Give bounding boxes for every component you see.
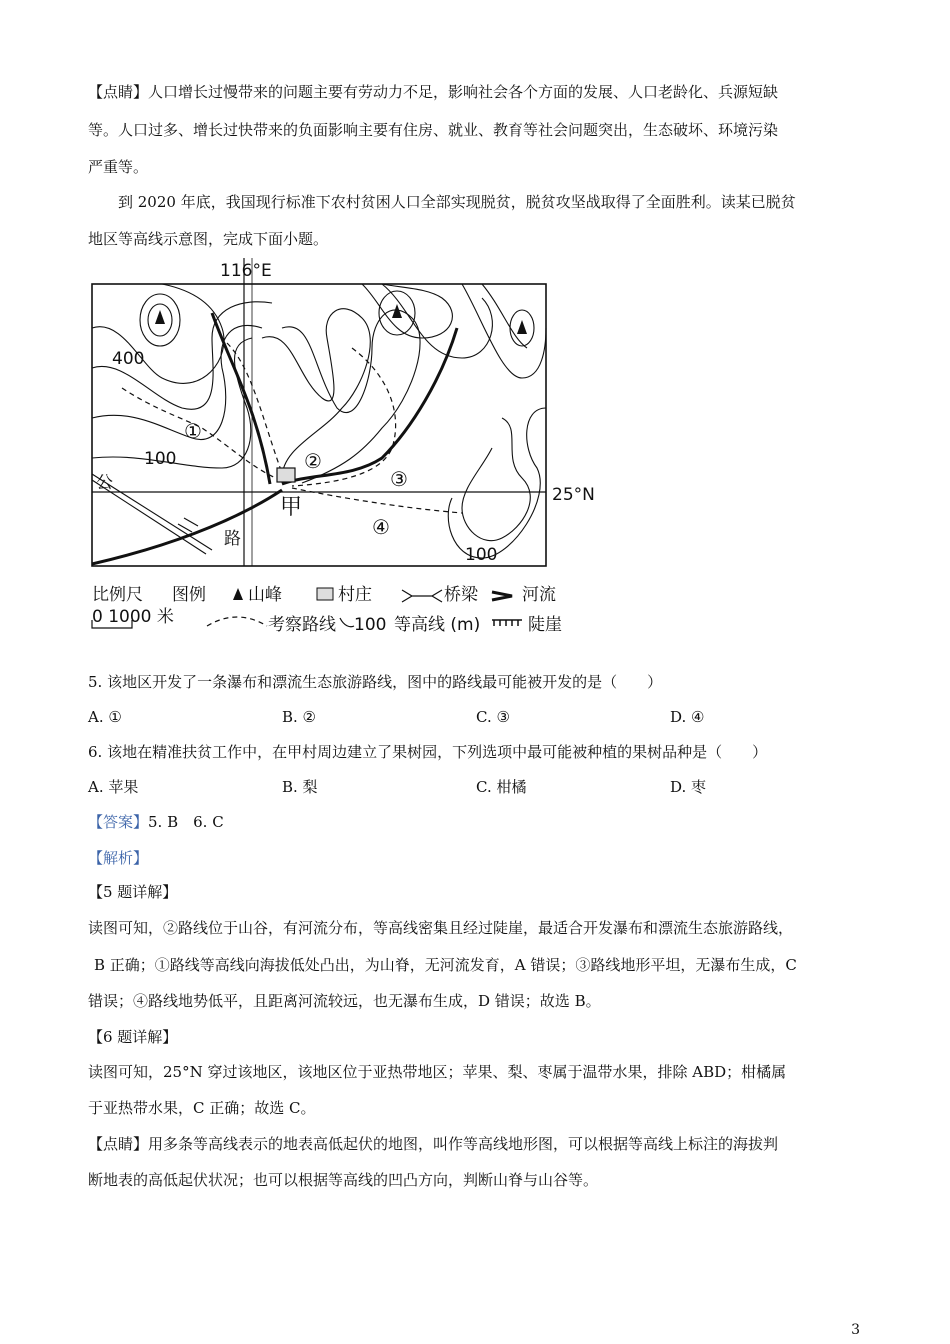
road-label-2: 路 bbox=[224, 529, 241, 549]
q5-option-b[interactable]: B. ② bbox=[282, 708, 317, 726]
river-main bbox=[92, 490, 282, 564]
route-line bbox=[227, 343, 282, 473]
contour-label-100-left: 100 bbox=[144, 449, 177, 469]
legend-river: 河流 bbox=[522, 585, 556, 605]
legend-peak: 山峰 bbox=[248, 585, 282, 605]
question-intro-line-1: 到 2020 年底，我国现行标准下农村贫困人口全部实现脱贫，脱贫攻坚战取得了全面胜利。读某已脱贫 bbox=[118, 193, 796, 211]
legend-river-icon bbox=[492, 592, 512, 600]
contour-map bbox=[82, 258, 602, 638]
detail-6-line-2: 于亚热带水果，C 正确；故选 C。 bbox=[88, 1099, 316, 1117]
q6-option-b[interactable]: B. 梨 bbox=[282, 778, 318, 796]
legend-title: 图例 bbox=[172, 585, 206, 605]
q6-option-c[interactable]: C. 柑橘 bbox=[476, 778, 527, 796]
legend-scale-value: 0 1000 米 bbox=[92, 607, 174, 627]
peak-icon bbox=[155, 310, 165, 324]
detail-6-tag: 【6 题详解】 bbox=[88, 1028, 178, 1046]
road-label-1: 公 bbox=[96, 473, 113, 493]
q5-option-d[interactable]: D. ④ bbox=[670, 708, 705, 726]
longitude-label: 116°E bbox=[220, 261, 272, 281]
legend-peak-icon bbox=[233, 588, 243, 600]
intro-tip-line-1: 【点睛】人口增长过慢带来的问题主要有劳动力不足，影响社会各个方面的发展、人口老龄化、兵源短缺 bbox=[88, 83, 779, 101]
legend-contour-value: 100 bbox=[354, 615, 387, 635]
legend-village-icon bbox=[317, 588, 333, 600]
peak-icon bbox=[517, 320, 527, 334]
detail-5-line-1: 读图可知，②路线位于山谷，有河流分布，等高线密集且经过陡崖，最适合开发瀑布和漂流生态旅游路线， bbox=[88, 919, 794, 937]
legend-scale-label: 比例尺 bbox=[92, 585, 143, 605]
river bbox=[212, 313, 270, 484]
question-6-stem: 6. 该地在精准扶贫工作中，在甲村周边建立了果树园，下列选项中最可能被种植的果树品种是（ ） bbox=[88, 743, 768, 761]
route-label-2: ② bbox=[304, 449, 322, 473]
legend-route: 考察路线 bbox=[268, 615, 336, 635]
intro-tip-line-3: 严重等。 bbox=[88, 158, 149, 176]
q6-option-a[interactable]: A. 苹果 bbox=[88, 778, 139, 796]
contour-line bbox=[462, 418, 530, 541]
legend-bridge-icon bbox=[402, 590, 442, 602]
village-marker bbox=[277, 468, 295, 482]
legend-route-icon bbox=[207, 617, 267, 626]
latitude-label: 25°N bbox=[552, 485, 595, 505]
q5-option-a[interactable]: A. ① bbox=[88, 708, 122, 726]
page-number: 3 bbox=[851, 1322, 860, 1338]
answer-line bbox=[88, 812, 224, 832]
answer-text: 5. B 6. C bbox=[148, 813, 224, 831]
detail-5-line-2: B 正确；①路线等高线向海拔低处凸出，为山脊，无河流发育，A 错误；③路线地形平坦，无瀑布生成，C bbox=[94, 956, 797, 974]
q5-option-c[interactable]: C. ③ bbox=[476, 708, 510, 726]
route-label-1: ① bbox=[184, 419, 202, 443]
tip-line-1: 【点睛】用多条等高线表示的地表高低起伏的地图，叫作等高线地形图，可以根据等高线上标注的海拔判 bbox=[88, 1135, 779, 1153]
contour-line bbox=[362, 284, 452, 338]
question-intro-line-2: 地区等高线示意图，完成下面小题。 bbox=[88, 230, 329, 248]
question-5-stem: 5. 该地区开发了一条瀑布和漂流生态旅游路线，图中的路线最可能被开发的是（ ） bbox=[88, 673, 663, 691]
legend-contour-icon bbox=[340, 618, 354, 627]
analysis-tag: 【解析】 bbox=[88, 849, 149, 867]
legend-bridge: 桥梁 bbox=[444, 585, 478, 605]
contour-label-100-right: 100 bbox=[465, 545, 498, 565]
legend-cliff: 陡崖 bbox=[528, 615, 562, 635]
bridge-icon bbox=[178, 524, 192, 532]
route-label-3: ③ bbox=[390, 467, 408, 491]
legend-cliff-icon bbox=[492, 620, 522, 626]
contour-label-400: 400 bbox=[112, 349, 145, 369]
detail-5-line-3: 错误；④路线地势低平，且距离河流较远，也无瀑布生成，D 错误；故选 B。 bbox=[88, 992, 601, 1010]
q6-option-d[interactable]: D. 枣 bbox=[670, 778, 707, 796]
intro-tip-line-2: 等。人口过多、增长过快带来的负面影响主要有住房、就业、教育等社会问题突出，生态破坏、环境污染 bbox=[88, 121, 779, 139]
survey-routes bbox=[122, 343, 462, 513]
detail-5-tag: 【5 题详解】 bbox=[88, 883, 178, 901]
contour-line bbox=[448, 408, 546, 558]
legend-village: 村庄 bbox=[338, 585, 372, 605]
bridge-icon bbox=[184, 518, 198, 526]
detail-6-line-1: 读图可知，25°N 穿过该地区，该地区位于亚热带地区；苹果、梨、枣属于温带水果，排除 ABD；柑橘属 bbox=[88, 1063, 787, 1081]
rivers bbox=[92, 313, 457, 564]
village-label: 甲 bbox=[280, 495, 303, 520]
route-label-4: ④ bbox=[372, 515, 390, 539]
tip-line-2: 断地表的高低起伏状况；也可以根据等高线的凹凸方向，判断山脊与山谷等。 bbox=[88, 1171, 599, 1189]
legend-contour: 等高线 (m) bbox=[394, 615, 481, 635]
answer-tag: 【答案】 bbox=[88, 813, 149, 831]
